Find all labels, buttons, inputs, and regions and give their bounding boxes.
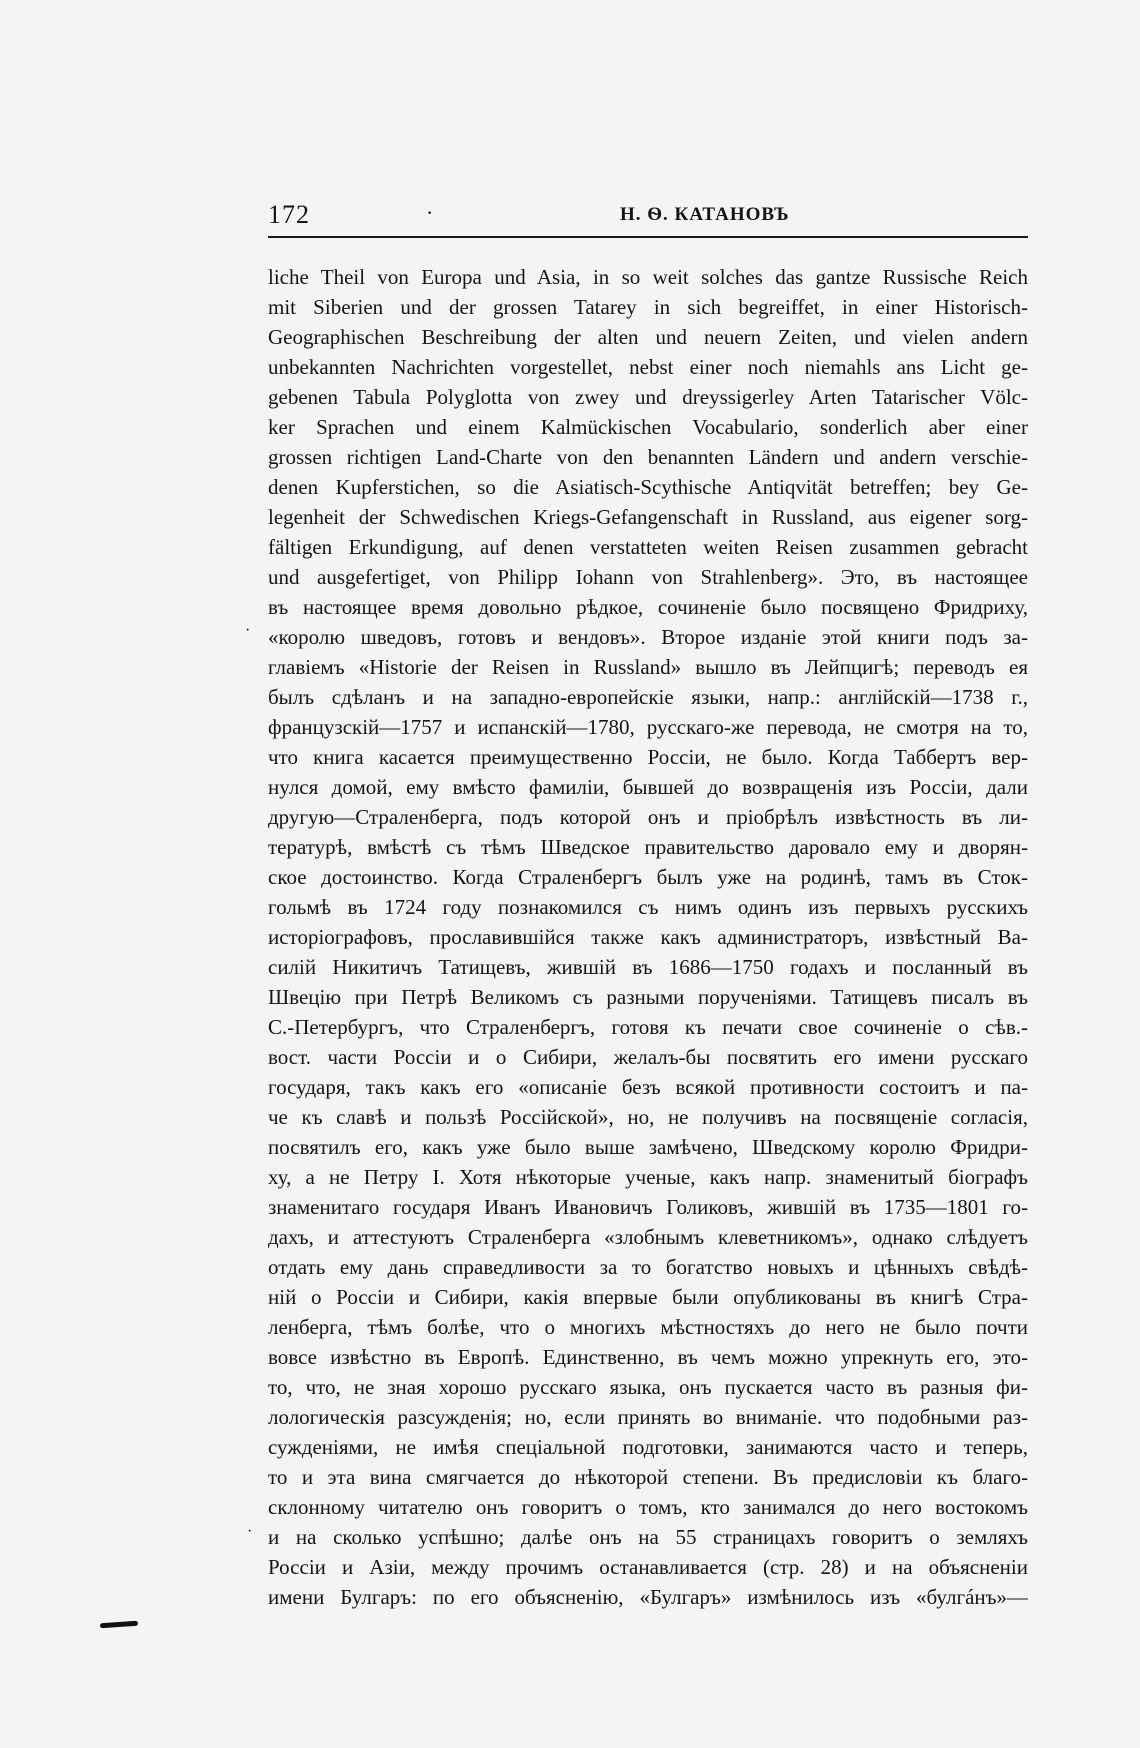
text-line: гольмѣ въ 1724 году познакомился съ нимъ одинъ изъ первыхъ русскихъ	[268, 895, 1028, 919]
text-line: ker Sprachen und einem Kalmückischen Vocabulario, sonderlich aber einer	[268, 415, 1028, 439]
text-line: grossen richtigen Land-Charte von den benannten Ländern und andern verschie-	[268, 445, 1028, 469]
text-line: че къ славѣ и пользѣ Россійской», но, не получивъ на посвященіе согласія,	[268, 1105, 1028, 1129]
header-dot: ·	[426, 200, 434, 225]
margin-mark: ·	[245, 622, 251, 639]
text-line: въ настоящее время довольно рѣдкое, сочиненіе было посвящено Фридриху,	[268, 595, 1028, 619]
text-line: нулся домой, ему вмѣсто фамиліи, бывшей до возвращенія изъ Россіи, дали	[268, 775, 1028, 799]
text-line: главіемъ «Historie der Reisen in Russland» вышло въ Лейпцигѣ; переводъ ея	[268, 655, 1028, 679]
text-line: исторіографовъ, прославившійся также какъ администраторъ, извѣстный Ва-	[268, 925, 1028, 949]
text-line: legenheit der Schwedischen Kriegs-Gefangenschaft in Russland, aus eigener sorg-	[268, 505, 1028, 529]
margin-mark: ·	[247, 1523, 253, 1540]
text-line: отдать ему дань справедливости за то богатство новыхъ и цѣнныхъ свѣдѣ-	[268, 1255, 1028, 1279]
text-line: ленберга, тѣмъ болѣе, что о многихъ мѣстностяхъ до него не было почти	[268, 1315, 1028, 1339]
text-line: и на сколько успѣшно; далѣе онъ на 55 страницахъ говоритъ о земляхъ	[268, 1525, 1028, 1549]
page-header	[268, 196, 1028, 238]
text-line: Швецію при Петрѣ Великомъ съ разными порученіями. Татищевъ писалъ въ	[268, 985, 1028, 1009]
text-line: denen Kupferstichen, so die Asiatisch-Scythische Antiqvität betreffen; bey Ge-	[268, 475, 1028, 499]
text-line: лологическія разсужденія; но, если принять во вниманіе. что подобными раз-	[268, 1405, 1028, 1429]
text-line: склонному читателю онъ говоритъ о томъ, кто занимался до него востокомъ	[268, 1495, 1028, 1519]
text-line: что книга касается преимущественно Россіи, не было. Когда Таббертъ вер-	[268, 745, 1028, 769]
text-line: другую—Страленберга, подъ которой онъ и пріобрѣлъ извѣстность въ ли-	[268, 805, 1028, 829]
text-line: то, что, не зная хорошо русскаго языка, онъ пускается часто въ разныя фи-	[268, 1375, 1028, 1399]
text-line: ху, а не Петру I. Хотя нѣкоторые ученые, какъ напр. знаменитый біографъ	[268, 1165, 1028, 1189]
text-line: знаменитаго государя Иванъ Ивановичъ Голиковъ, жившій въ 1735—1801 го-	[268, 1195, 1028, 1219]
text-line: ній о Россіи и Сибири, какія впервые были опубликованы въ книгѣ Стра-	[268, 1285, 1028, 1309]
text-line: посвятилъ его, какъ уже было выше замѣчено, Шведскому королю Фридри-	[268, 1135, 1028, 1159]
text-line: unbekannten Nachrichten vorgestellet, nebst einer noch niemahls ans Licht ge-	[268, 355, 1028, 379]
text-line: дахъ, и аттестуютъ Страленберга «злобнымъ клеветникомъ», однако слѣдуетъ	[268, 1225, 1028, 1249]
text-line: fältigen Erkundigung, auf denen verstatteten weiten Reisen zusammen gebracht	[268, 535, 1028, 559]
text-line: gebenen Tabula Polyglotta von zwey und dreyssigerley Arten Tatarischer Völc-	[268, 385, 1028, 409]
ink-smudge	[100, 1621, 138, 1629]
text-line: тературѣ, вмѣстѣ съ тѣмъ Шведское правительство даровало ему и дворян-	[268, 835, 1028, 859]
text-line: mit Siberien und der grossen Tatarey in sich begreiffet, in einer Historisch-	[268, 295, 1028, 319]
text-line: ское достоинство. Когда Страленбергъ былъ уже на родинѣ, тамъ въ Сток-	[268, 865, 1028, 889]
text-line: liche Theil von Europa und Asia, in so weit solches das gantze Russische Reich	[268, 265, 1028, 289]
text-line: государя, такъ какъ его «описаніе безъ всякой противности состоитъ и па-	[268, 1075, 1028, 1099]
text-line: вовсе извѣстно въ Европѣ. Единственно, въ чемъ можно упрекнуть его, это-	[268, 1345, 1028, 1369]
text-line: былъ сдѣланъ и на западно-европейскіе языки, напр.: англійскій—1738 г.,	[268, 685, 1028, 709]
text-line: und ausgefertiget, von Philipp Iohann von Strahlenberg». Это, въ настоящее	[268, 565, 1028, 589]
text-line: силій Никитичъ Татищевъ, жившій въ 1686—1750 годахъ и посланный въ	[268, 955, 1028, 979]
text-line: французскій—1757 и испанскій—1780, русскаго-же перевода, не смотря на то,	[268, 715, 1028, 739]
text-line: то и эта вина смягчается до нѣкоторой степени. Въ предисловіи къ благо-	[268, 1465, 1028, 1489]
text-line: сужденіями, не имѣя спеціальной подготовки, занимаются часто и теперь,	[268, 1435, 1028, 1459]
body-text	[268, 262, 1028, 1612]
text-line: Geographischen Beschreibung der alten und neuern Zeiten, und vielen andern	[268, 325, 1028, 349]
text-line: Россіи и Азіи, между прочимъ останавливается (стр. 28) и на объясненіи	[268, 1555, 1028, 1579]
text-line: «королю шведовъ, готовъ и вендовъ». Второе изданіе этой книги подъ за-	[268, 625, 1028, 649]
running-head: Н. Ѳ. КАТАНОВЪ	[620, 204, 790, 225]
text-line: С.-Петербургъ, что Страленбергъ, готовя къ печати свое сочиненіе о сѣв.-	[268, 1015, 1028, 1039]
page-number: 172	[268, 200, 310, 229]
text-line: вост. части Россіи и о Сибири, желалъ-бы посвятить его имени русскаго	[268, 1045, 1028, 1069]
text-line: имени Булгаръ: по его объясненію, «Булгаръ» измѣнилось изъ «булгáнъ»—	[268, 1585, 1028, 1609]
